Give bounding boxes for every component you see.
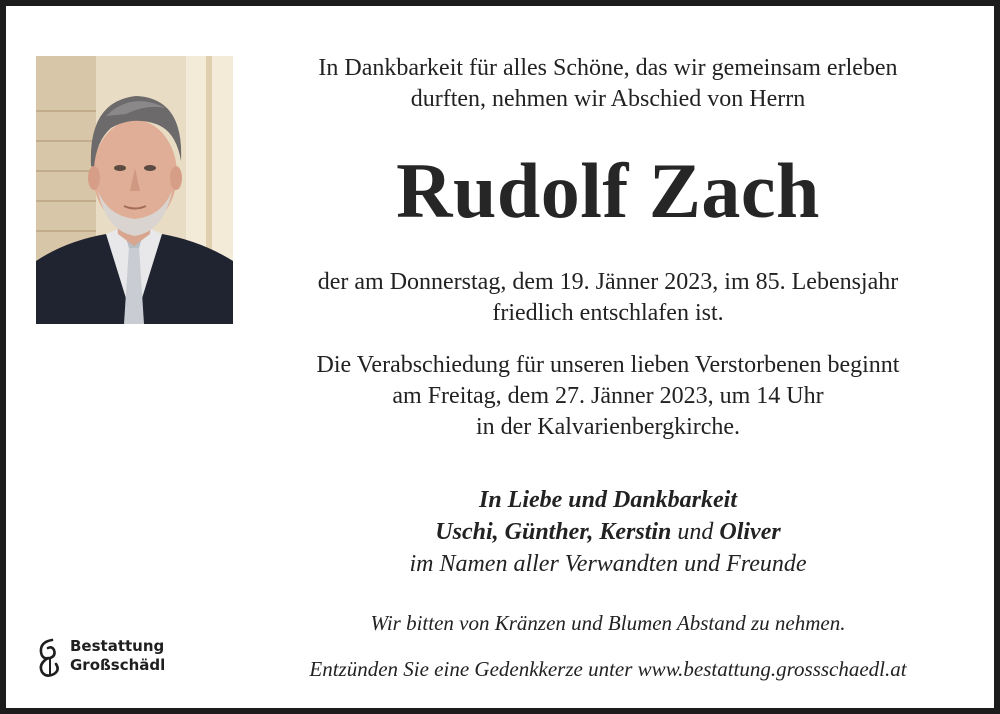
family-names <box>254 516 962 548</box>
portrait-photo <box>36 56 233 324</box>
ceremony-line-2: am Freitag, dem 27. Jänner 2023, um 14 Uhr <box>392 383 824 409</box>
family-names-conj: und <box>677 519 714 545</box>
deceased-name: Rudolf Zach <box>396 147 820 234</box>
ceremony-line-3: in der Kalvarienbergkirche. <box>475 414 741 440</box>
funeral-home-logo <box>36 634 186 680</box>
swirl-logo-icon <box>36 636 64 678</box>
family-signature <box>254 484 962 580</box>
logo-line-1: Bestattung <box>70 637 165 655</box>
ceremony-info <box>254 350 962 443</box>
death-notice <box>254 267 962 329</box>
ceremony-line-1: Die Verabschiedung für unseren lieben Verstorbenen beginnt <box>316 352 900 378</box>
intro-line-2: durften, nehmen wir Abschied von Herrn <box>410 86 806 112</box>
death-notice-line-2: friedlich entschlafen ist. <box>492 300 724 326</box>
logo-line-2: Großschädl <box>70 656 166 674</box>
flower-request: Wir bitten von Kränzen und Blumen Abstand zu nehmen. <box>370 611 846 635</box>
candle-note[interactable]: Entzünden Sie eine Gedenkkerze unter www.bestattung.grossschaedl.at <box>309 657 907 681</box>
death-notice-line-1: der am Donnerstag, dem 19. Jänner 2023, im 85. Lebensjahr <box>317 269 899 295</box>
family-relatives: im Namen aller Verwandten und Freunde <box>409 551 807 577</box>
logo-wordmark <box>70 637 165 675</box>
family-names-last: Oliver <box>719 519 781 545</box>
intro-line-1: In Dankbarkeit für alles Schöne, das wir gemeinsam erleben <box>318 55 898 81</box>
family-names-main: Uschi, Günther, Kerstin <box>435 519 672 545</box>
intro-text <box>254 53 962 115</box>
family-heading: In Liebe und Dankbarkeit <box>478 487 738 513</box>
